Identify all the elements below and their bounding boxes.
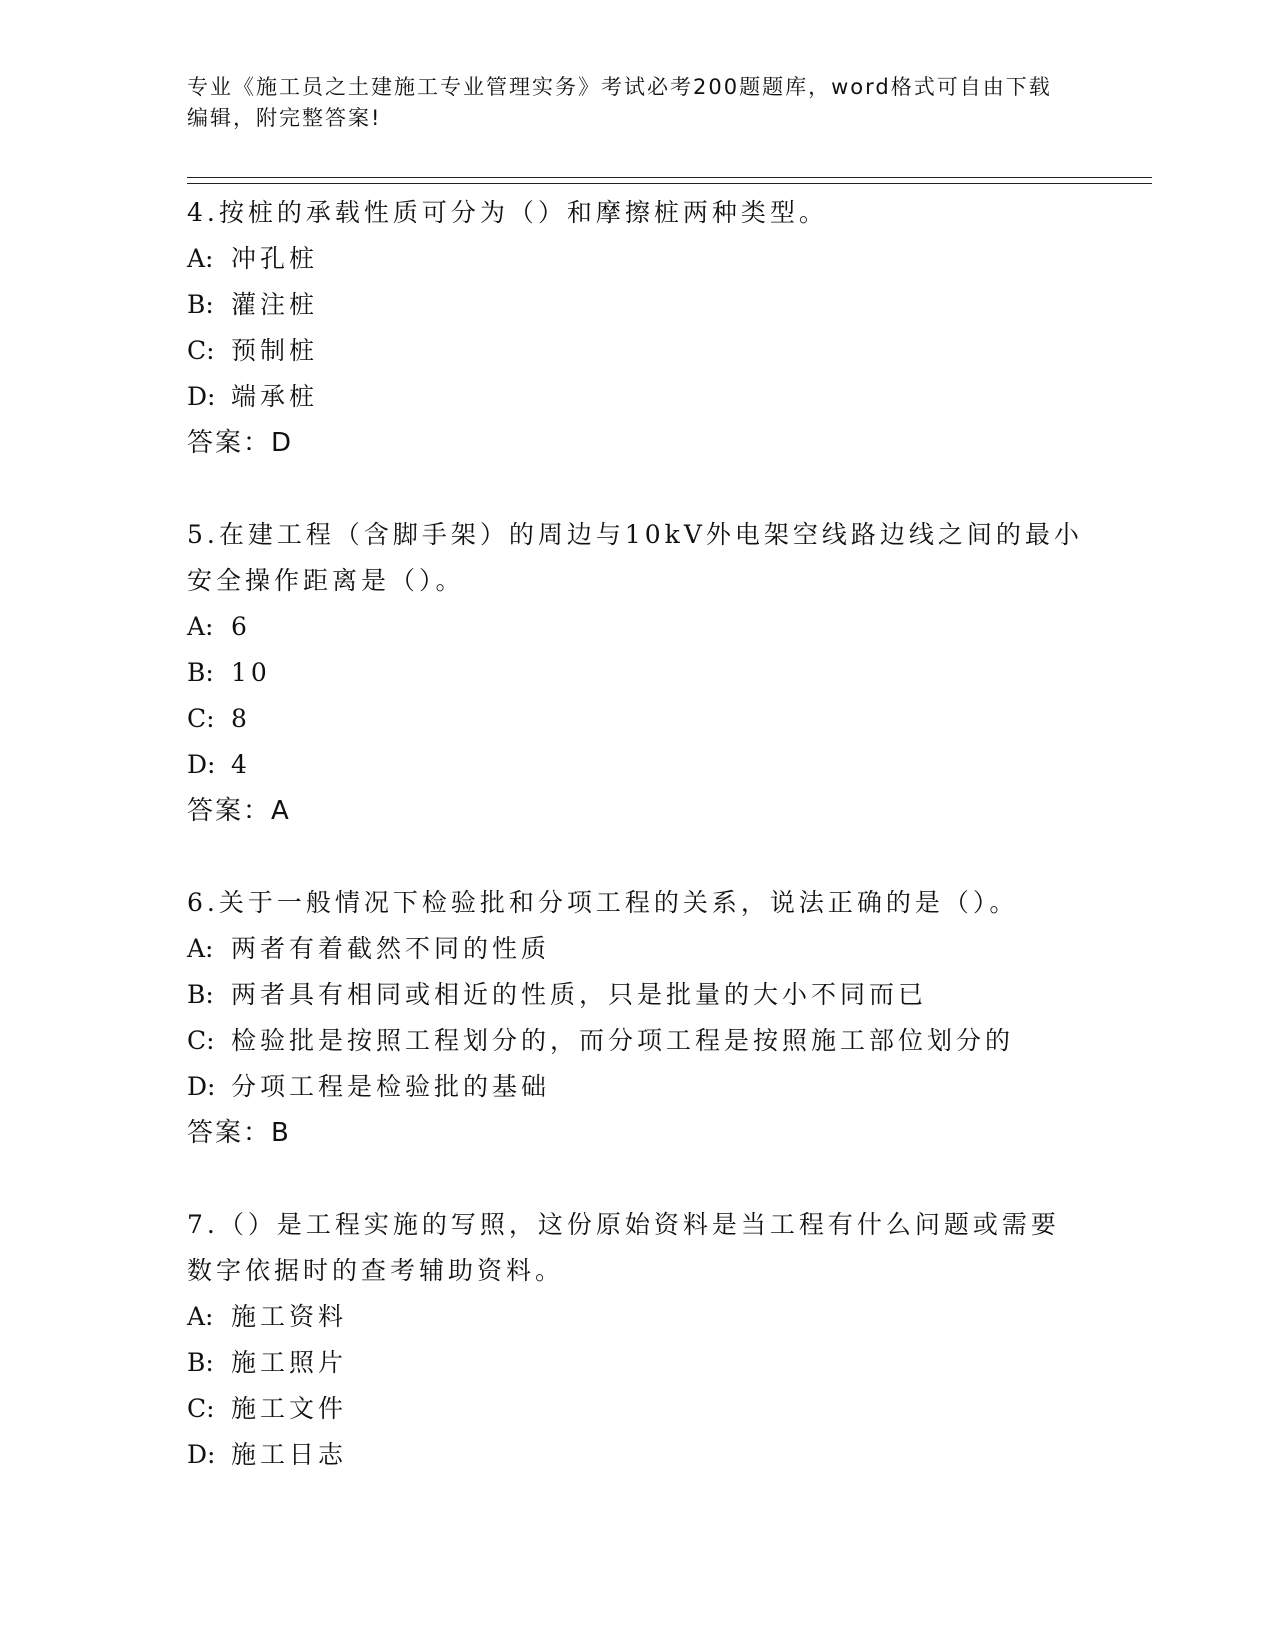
option-letter: C: — [187, 1394, 215, 1423]
question-answer — [187, 420, 1087, 466]
option-letter: A: — [187, 934, 214, 963]
option-letter: B: — [187, 1348, 214, 1377]
option-text: 施工资料 — [231, 1302, 348, 1331]
option-text: 4 — [231, 750, 251, 779]
question-stem: 5.在建工程（含脚手架）的周边与10kV外电架空线路边线之间的最小安全操作距离是（）。 — [187, 520, 1083, 595]
question-option-c — [187, 1386, 1087, 1432]
question-option-a — [187, 926, 1087, 972]
option-letter: A: — [187, 612, 214, 641]
option-letter: C: — [187, 1026, 215, 1055]
question-item — [187, 1202, 1087, 1478]
question-option-c — [187, 696, 1087, 742]
question-option-d — [187, 1432, 1087, 1478]
answer-value: A — [271, 796, 291, 826]
option-text: 两者有着截然不同的性质 — [231, 934, 551, 963]
answer-value: D — [271, 428, 294, 458]
option-letter: C: — [187, 336, 215, 365]
option-text: 分项工程是检验批的基础 — [231, 1072, 551, 1101]
option-letter: B: — [187, 658, 214, 687]
question-option-a — [187, 1294, 1087, 1340]
question-option-d — [187, 1064, 1087, 1110]
option-text: 灌注桩 — [231, 290, 319, 319]
option-text: 施工照片 — [231, 1348, 348, 1377]
question-item — [187, 190, 1087, 466]
option-text: 6 — [231, 612, 251, 641]
option-letter: A: — [187, 1302, 214, 1331]
document-header: 专业《施工员之土建施工专业管理实务》考试必考200题题库，word格式可自由下载编辑，附完整答案! — [187, 75, 1052, 130]
question-item — [187, 512, 1087, 834]
question-option-c — [187, 328, 1087, 374]
option-letter: D: — [187, 1440, 216, 1469]
option-letter: D: — [187, 1072, 216, 1101]
option-text: 检验批是按照工程划分的，而分项工程是按照施工部位划分的 — [231, 1026, 1015, 1055]
question-option-b — [187, 650, 1087, 696]
question-item — [187, 880, 1087, 1156]
question-stem: 6.关于一般情况下检验批和分项工程的关系，说法正确的是（）。 — [187, 888, 1019, 917]
option-text: 预制桩 — [231, 336, 319, 365]
header-rule-bottom — [187, 183, 1152, 184]
option-letter: B: — [187, 290, 214, 319]
option-text: 两者具有相同或相近的性质，只是批量的大小不同而已 — [231, 980, 928, 1009]
question-option-a — [187, 236, 1087, 282]
question-answer — [187, 788, 1087, 834]
option-text: 施工日志 — [231, 1440, 348, 1469]
answer-label: 答案： — [187, 1118, 272, 1148]
option-letter: D: — [187, 382, 216, 411]
question-option-d — [187, 742, 1087, 788]
option-text: 冲孔桩 — [231, 244, 319, 273]
header-rule-top — [187, 177, 1152, 178]
option-letter: A: — [187, 244, 214, 273]
question-option-a — [187, 604, 1087, 650]
answer-label: 答案： — [187, 796, 272, 826]
question-list — [187, 190, 1087, 1478]
question-option-b — [187, 282, 1087, 328]
option-letter: D: — [187, 750, 216, 779]
option-text: 端承桩 — [231, 382, 319, 411]
question-stem: 7.（）是工程实施的写照，这份原始资料是当工程有什么问题或需要数字依据时的查考辅助资料。 — [187, 1210, 1060, 1285]
question-answer — [187, 1110, 1087, 1156]
option-text: 8 — [231, 704, 251, 733]
option-letter: B: — [187, 980, 214, 1009]
question-option-c — [187, 1018, 1087, 1064]
answer-label: 答案： — [187, 428, 272, 458]
question-option-d — [187, 374, 1087, 420]
option-text: 10 — [231, 658, 271, 687]
answer-value: B — [271, 1118, 291, 1148]
option-letter: C: — [187, 704, 215, 733]
option-text: 施工文件 — [231, 1394, 348, 1423]
question-option-b — [187, 1340, 1087, 1386]
question-option-b — [187, 972, 1087, 1018]
question-stem: 4.按桩的承载性质可分为（）和摩擦桩两种类型。 — [187, 198, 828, 227]
